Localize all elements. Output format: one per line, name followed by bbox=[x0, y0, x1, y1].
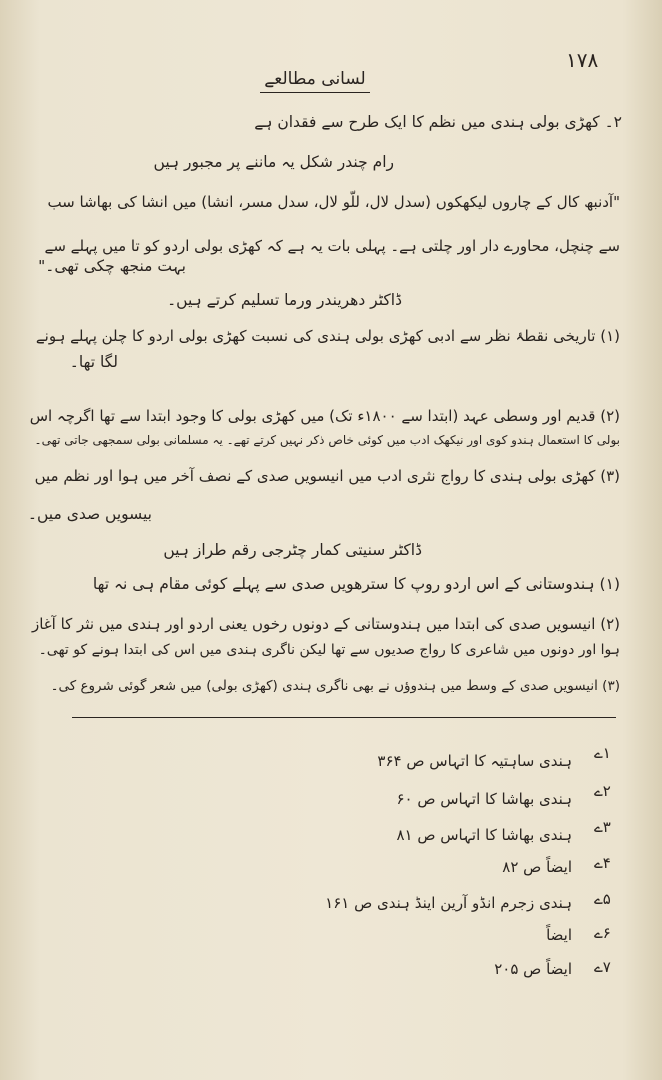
body-line: (۲) قدیم اور وسطی عہد (ابتدا سے ۱۸۰۰ء تک) میں کھڑی بولی کا وجود ابتدا سے تھا اگرچہ اس bbox=[29, 407, 620, 425]
running-title bbox=[250, 68, 380, 89]
body-line: (۲) انیسویں صدی کی ابتدا میں ہندوستانی کے دونوں رخوں یعنی اردو اور ہندی میں نثر کا آغاز bbox=[31, 615, 620, 633]
body-line: (۱) تاریخی نقطۂ نظر سے ادبی کھڑی بولی ہندی کی نسبت کھڑی بولی اردو کا چلن پہلے ہونے bbox=[35, 327, 620, 345]
body-line: (۱) ہندوستانی کے اس اردو روپ کا سترھویں صدی سے پہلے کوئی مقام ہی نہ تھا bbox=[92, 575, 620, 593]
body-line: ۲۔ کھڑی بولی ہندی میں نظم کا ایک طرح سے فقدان ہے bbox=[254, 113, 622, 131]
body-line: (۳) کھڑی بولی ہندی کا رواج نثری ادب میں انیسویں صدی کے نصف آخر میں ہوا اور نظم میں bbox=[34, 467, 620, 485]
body-line: لگا تھا۔ bbox=[69, 353, 118, 371]
footnote-text: ایضاً ص ۸۲ bbox=[502, 858, 572, 876]
body-line: رام چندر شکل یہ ماننے پر مجبور ہیں bbox=[153, 153, 394, 171]
footnote-separator bbox=[72, 717, 616, 718]
running-title-text: لسانی مطالعے bbox=[264, 69, 366, 89]
page-number: ۱۷۸ bbox=[566, 48, 599, 72]
body-line: سے چنچل، محاورے دار اور چلتی ہے۔ پہلی بات یہ ہے کہ کھڑی بولی اردو کو تا میں پہلے سے bbox=[44, 237, 620, 255]
footnote-mark: ۵ے bbox=[594, 890, 611, 908]
footnote-text: ایضاً ص ۲۰۵ bbox=[494, 960, 572, 978]
footnote-text: ہندی زجرم انڈو آرین اینڈ ہندی ص ۱۶۱ bbox=[325, 894, 572, 912]
footnote-mark: ۱ے bbox=[594, 744, 611, 762]
body-line: ڈاکٹر سنیتی کمار چٹرجی رقم طراز ہیں bbox=[163, 541, 422, 559]
footnote-mark: ۴ے bbox=[594, 854, 611, 872]
footnote-mark: ۳ے bbox=[594, 818, 611, 836]
footnote-text: ہندی ساہتیہ کا اتہاس ص ۳۶۴ bbox=[377, 752, 572, 770]
body-line: بیسویں صدی میں۔ bbox=[27, 505, 152, 523]
footnote-mark: ۲ے bbox=[594, 782, 611, 800]
footnote-text: ایضاً bbox=[546, 926, 572, 944]
body-line: "آدنبھ کال کے چاروں لیکھکوں (سدل لال، للّو لال، سدل مسر، انشا) میں انشا کی بھاشا سب bbox=[47, 193, 620, 211]
footnote-text: ہندی بھاشا کا اتہاس ص ۸۱ bbox=[396, 826, 572, 844]
footnote-mark: ۷ے bbox=[594, 958, 611, 976]
body-line: (۳) انیسویں صدی کے وسط میں ہندوؤں نے بھی ناگری ہندی (کھڑی بولی) میں شعر گوئی شروع کی۔ bbox=[50, 678, 620, 694]
running-title-underline bbox=[260, 92, 370, 93]
body-line: بولی کا استعمال ہندو کوی اور نیکھک ادب میں کوئی خاص ذکر نہیں کرتے تھے۔ یہ مسلمانی بولی سمجھی جاتی تھی۔ bbox=[34, 433, 620, 447]
body-line: ڈاکٹر دھریندر ورما تسلیم کرتے ہیں۔ bbox=[167, 291, 402, 309]
footnote-mark: ۶ے bbox=[594, 924, 611, 942]
footnote-text: ہندی بھاشا کا اتہاس ص ۶۰ bbox=[396, 790, 572, 808]
body-line: ہوا اور دونوں میں شاعری کا رواج صدیوں سے تھا لیکن ناگری ہندی میں اس کی ابتدا ہونے کو تھی۔ bbox=[38, 642, 620, 658]
body-line: بہت منجھ چکی تھی۔" bbox=[38, 257, 186, 275]
